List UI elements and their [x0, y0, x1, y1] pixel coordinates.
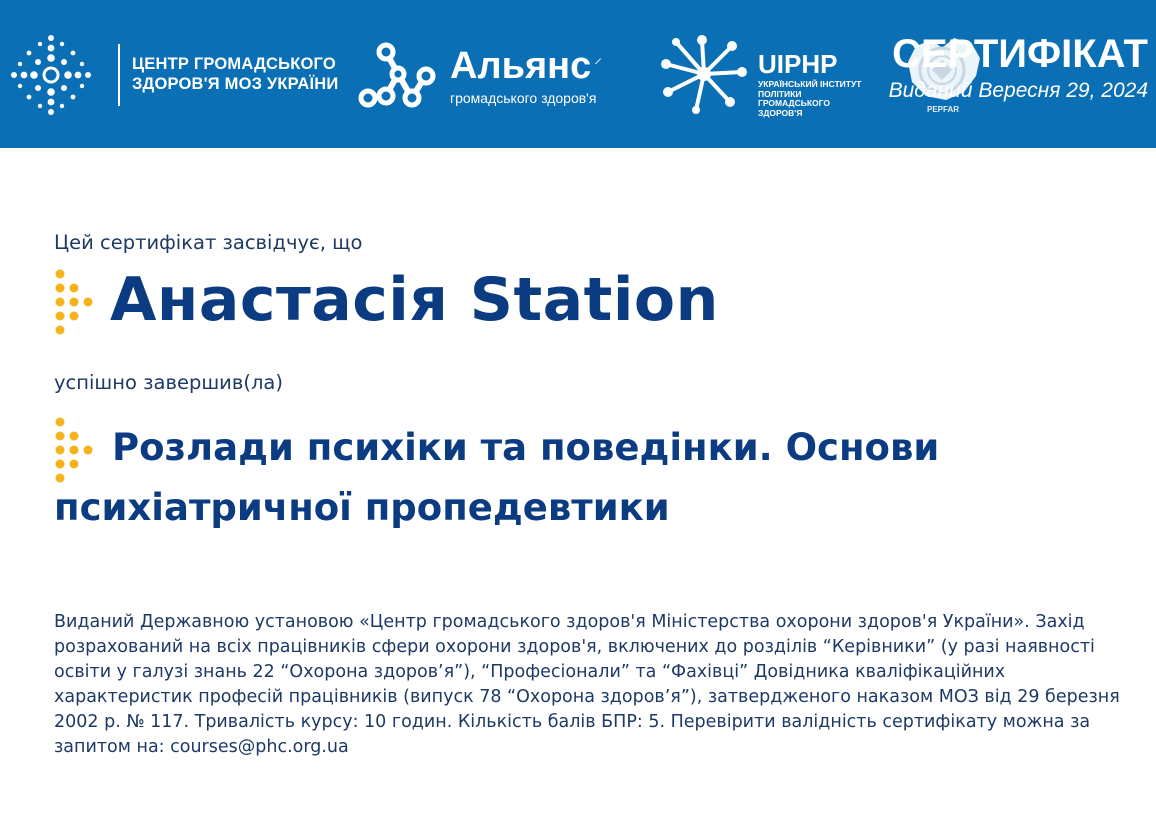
uiphp-subtitle: УКРАЇНСЬКИЙ ІНСТИТУТ ПОЛІТИКИ ГРОМАДСЬКОГО ЗДОРОВ'Я: [758, 79, 862, 118]
molecule-icon: [358, 40, 438, 112]
certificate-title: СЕРТИФІКАТ: [892, 32, 1148, 76]
seal-caption: PEPFAR: [926, 105, 959, 114]
recipient-name: Анастасія Station: [110, 265, 719, 335]
uiphp-logo: [660, 34, 870, 118]
swirl-icon: ⸝: [594, 48, 603, 67]
intro-text: Цей сертифікат засвідчує, що: [54, 231, 363, 254]
alliance-subtitle: громадського здоров'я: [450, 90, 597, 106]
phc-logo-text: [132, 54, 338, 94]
certificate-description: Виданий Державною установою «Центр громадського здоров'я Міністерства охорони здоров'я України». Захід розрахований на всіх працівників сфери охорони здоров'я, включених до розділів “Керівники” (у разі наявності освіти у галузі знань 22 “Охорона здоров’я”), “Професіонали” та “Фахівці” Довідника кваліфікаційних характеристик професій працівників (випуск 78 “Охорона здоров’я”), затвердженого наказом МОЗ від 29 березня 2002 р. № 117. Тривалість курсу: 10 годин. Кількість балів БПР: 5. Перевірити валідність сертифікату можна за запитом на: courses@phc.org.ua: [54, 612, 1120, 757]
uiphp-name: UIPHP: [758, 49, 838, 79]
phc-logo: [10, 34, 339, 116]
dots-arrow-icon: [52, 268, 96, 338]
phc-logo-line2: ЗДОРОВ'Я МОЗ УКРАЇНИ: [132, 75, 339, 93]
course-title: Розлади психіки та поведінки. Основи психіатричної пропедевтики: [54, 426, 940, 529]
certificate-header: [0, 0, 1156, 148]
dotted-circle-icon: [10, 34, 92, 116]
network-star-icon: [660, 34, 748, 114]
alliance-name: Альянс: [450, 45, 592, 87]
phc-logo-line1: ЦЕНТР ГРОМАДСЬКОГО: [132, 55, 336, 73]
issued-date: Виданий Вересня 29, 2024: [888, 79, 1148, 102]
logo-divider: [118, 44, 120, 106]
alliance-logo: [358, 40, 628, 112]
completed-label: успішно завершив(ла): [54, 371, 283, 394]
